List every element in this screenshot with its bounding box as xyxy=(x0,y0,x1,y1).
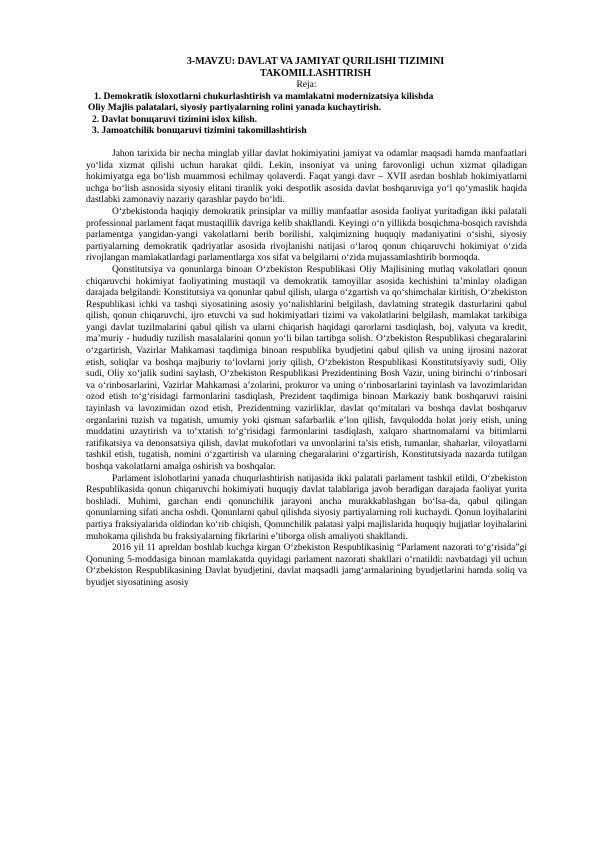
plan-item: 3. Jamoatchilik bonщaruvi tizimini takomillashtirish xyxy=(92,126,307,137)
paragraph: Parlament islohotlarini yanada chuqurlashtirish natijasida ikki palatali parlament tashkil etildi, O‘zbekiston Respublikasida qonun chiqaruvchi hokimiyati huquqiy davlat talablariga javob beradigan darajada faoliyat yurita boshladi. Muhimi, garchan endi qonunchilik jarayoni ancha murakkablashgan bo‘lsa-da, qabul qilingan qonunlarning sifati ancha oshdi. Qonunlarni qabul qilishda siyosiy partiyalarning roli kuchaydi. Qonun loyihalarini partiya fraksiyalarida oldindan ko‘rib chiqish, Qonunchilik palatasi yalpi majlislarida huquqiy hujjatlar loyihalarini muhokama qilishda bu fraksiyalarning fikrlarini e’tiborga olish amaliyoti shakllandi. xyxy=(86,473,527,542)
document-title xyxy=(86,56,527,80)
paragraph: 2016 yil 11 apreldan boshlab kuchga kirgan O‘zbekiston Respublikasinig “Parlament nazorati to‘g‘risida”gi Qonuning 5-moddasiga binoan mamlakatda quyidagi parlament nazorati shakllari o‘rnatildi: navbatdagi yil uchun O‘zbekiston Respublikasining Davlat byudjetini, davlat maqsadli jamg‘armalarining byudjetlarini hamda soliq va byudjet siyosatining asosiy xyxy=(86,543,527,588)
title-line-2: TAKOMILLASHTIRISH xyxy=(260,68,371,79)
plan-item: 2. Davlat bonщaruvi tizimini islox kilish. xyxy=(92,114,258,125)
plan-item: Oliy Majlis palatalari, siyosiy partiyalarning rolini yanada kuchaytirish. xyxy=(88,103,382,114)
plan-heading: Reja: xyxy=(296,80,317,90)
document-page xyxy=(86,56,527,590)
paragraph: O‘zbekistonda haqiqiy demokratik prinsiplar va milliy manfaatlar asosida faoliyat yuritadigan ikki palatali professional parlament faqat mustaqillik davriga kelib shakllandi. Keyingi o‘n yillikda bosqichma-bosqich ravishda parlamentga yangidan-yangi vakolatlarni berib borilishi, xalqimizning huquqiy madaniyatini o‘sishi, siyosiy partiyalarning demokratik qadriyatlar asosida rivojlanishi natijasi o‘laroq qonun chiqaruvchi hokimiyat o‘zida rivojlangan mamlakatlardagi parlamentlarga xos sifat va belgilarni o‘zida mujassamlashtirib bormoqda. xyxy=(86,206,527,264)
plan-item: 1. Demokratik isloxotlarni chukurlashtirish va mamlakatni modernizatsiya kilishda xyxy=(94,91,434,102)
paragraph: Jahon tarixida bir necha minglab yillar davlat hokimiyatini jamiyat va odamlar maqsadi hamda manfaatlari yo‘lida xizmat qilishi uchun harakat qildi. Lekin, insoniyat va uning farovonligi uchun xizmat qiladigan hokimiyatga ega bo‘lish muammosi echilmay qolaverdi. Faqat yangi davr – XVII asrdan boshlab hokimiyatlarni uchga bo‘lish asnosida siyosiy elitani tiranlik yoki despotlik asosida davlat boshqaruviga yo‘l qo‘ymaslik haqida dastlabki zamonaviy nazariy qarashlar paydo bo‘ldi. xyxy=(86,148,527,206)
plan-list xyxy=(86,92,527,138)
paragraph: Qonstitutsiya va qonunlarga binoan O‘zbekiston Respublikasi Oliy Majlisining mutlaq vakolatlari qonun chiqaruvchi hokimiyat faoliyatining mustaqil va demokratik tamoyillar asosida kechishini ta’minlay oladigan darajada belgilandi: Konstitutsiya va qonunlar qabul qilish, ularga o‘zgartish va qo‘shimchalar kiritish, O‘zbekiston Respublikasi ichki va tashqi siyosatining asosiy yo‘nalishlarini belgilash, davlatning strategik dasturlarini qabul qilish, qonun chiqaruvchi, ijro etuvchi va sud hokimiyatlari tizimi va vakolatlarini belgilash, mamlakat tarkibiga yangi davlat tuzilmalarini qabul qilish va ularni chiqarish haqidagi qarorlarni tasdiqlash, boj, valyuta va kredit, ma’muriy - hududiy tuzilish masalalarini qonun yo‘li bilan tartibga solish. O‘zbekiston Respublikasi chegaralarini o‘zgartirish, Vazirlar Mahkamasi taqdimiga binoan respublika byudjetini qabul qilish va uning ijrosini nazorat etish, soliqlar va boshqa majburiy to‘lovlarni joriy qilish, O‘zbekiston Respublikasi Konstitutsiyaviy sudi, Oliy sudi, Oliy xo‘jalik sudini saylash, O‘zbekiston Respublikasi Prezidentining Bosh Vazir, uning birinchi o‘rinbosari va o‘rinbosarlarini, Vazirlar Mahkamasi a’zolarini, prokuror va uning o‘rinbosarlarini tayinlash va lavozimlaridan ozod etish to‘g‘risidagi farmonlarini tasdiqlash, Prezident taqdimiga binoan Markaziy bank boshqaruvi raisini tayinlash va lavozimidan ozod etish, Prezidentning vazirliklar, davlat qo‘mitalari va boshqa davlat boshqaruv organlarini tuzish va tugatish, umumiy yoki qisman safarbarlik e’lon qilish, favqulodda holat joriy etish, uning muddatini uzaytirish va to‘xtatish to‘g‘risidagi farmonlarini tasdiqlash, xalqaro shartnomalarni va bitimlarni ratifikatsiya va denonsatsiya qilish, davlat mukofotlari va unvonlarini ta’sis etish, tumanlar, shaharlar, viloyatlarni tashkil etish, tugatish, nomini o‘zgartirish va ularning chegaralarini o‘zgartirish, Konstitutsiyada nazarda tutilgan boshqa vakolatlarni amalga oshirish va boshqalar. xyxy=(86,264,527,472)
title-line-1: 3-MAVZU: DAVLAT VA JAMIYAT QURILISHI TIZIMINI xyxy=(186,56,445,67)
